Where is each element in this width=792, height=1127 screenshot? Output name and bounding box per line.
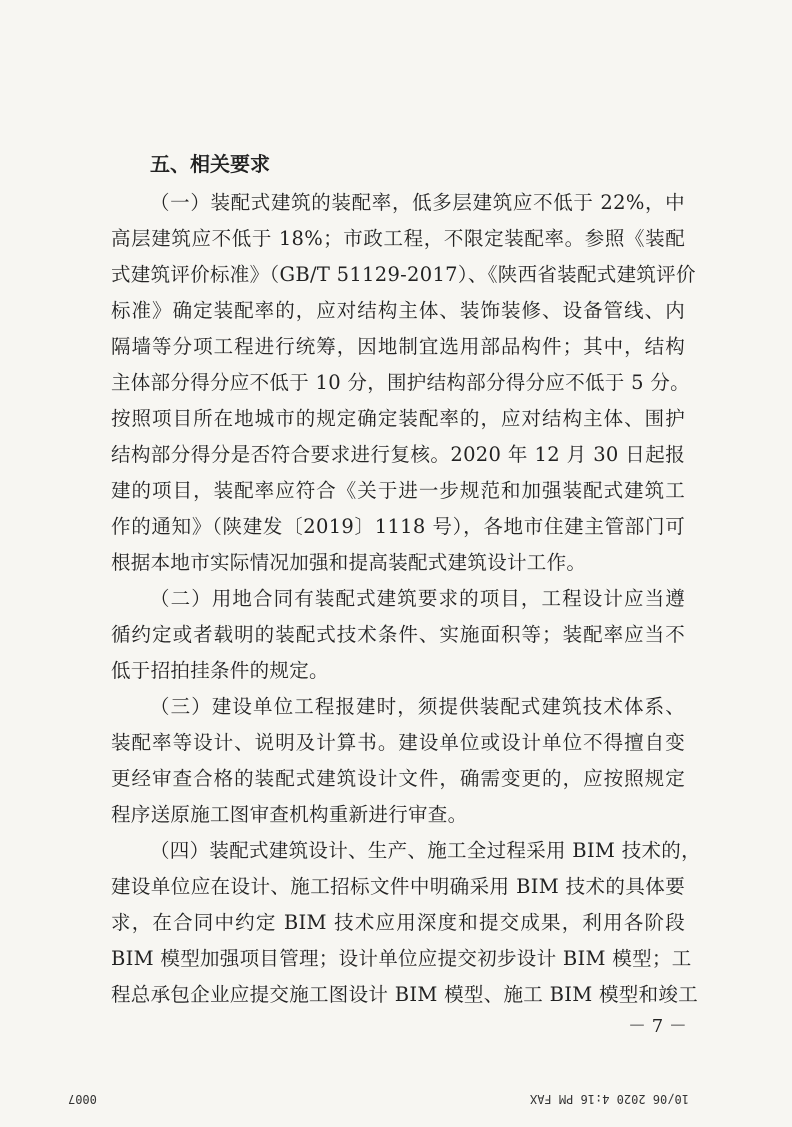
paragraph-line: 按照项目所在地城市的规定确定装配率的，应对结构主体、围护 (111, 407, 685, 430)
paragraph-line: （一）装配式建筑的装配率，低多层建筑应不低于 22%，中 (150, 191, 685, 214)
paragraph-line: 隔墙等分项工程进行统筹，因地制宜选用部品构件；其中，结构 (111, 335, 685, 358)
paragraph-line: 程序送原施工图审查机构重新进行审查。 (111, 803, 468, 826)
fax-timestamp: 10/06 2020 4:16 PM FAX (530, 1092, 689, 1106)
paragraph-line: （四）装配式建筑设计、生产、施工全过程采用 BIM 技术的， (150, 839, 701, 862)
paragraph-line: 求，在合同中约定 BIM 技术应用深度和提交成果，利用各阶段 (111, 911, 685, 934)
paragraph-line: 程总承包企业应提交施工图设计 BIM 模型、施工 BIM 模型和竣工 (111, 983, 698, 1006)
paragraph-line: 主体部分得分应不低于 10 分，围护结构部分得分应不低于 5 分。 (111, 371, 690, 394)
paragraph-line: 更经审查合格的装配式建筑设计文件，确需变更的，应按照规定 (111, 767, 685, 790)
paragraph-line: 低于招拍挂条件的规定。 (111, 659, 329, 682)
paragraph-line: 装配率等设计、说明及计算书。建设单位或设计单位不得擅自变 (111, 731, 685, 754)
paragraph-line: 高层建筑应不低于 18%；市政工程，不限定装配率。参照《装配 (111, 227, 685, 250)
page-number: － 7 － (628, 1016, 687, 1037)
paragraph-line: BIM 模型加强项目管理；设计单位应提交初步设计 BIM 模型；工 (111, 947, 692, 970)
paragraph-line: 建的项目，装配率应符合《关于进一步规范和加强装配式建筑工 (111, 479, 685, 502)
section-heading: 五、相关要求 (150, 152, 270, 176)
paragraph-line: 结构部分得分是否符合要求进行复核。2020 年 12 月 30 日起报 (111, 443, 685, 466)
paragraph-line: 循约定或者载明的装配式技术条件、实施面积等；装配率应当不 (111, 623, 685, 646)
paragraph-line: 标准》确定装配率的，应对结构主体、装饰装修、设备管线、内 (111, 299, 685, 322)
paragraph-line: 根据本地市实际情况加强和提高装配式建筑设计工作。 (111, 551, 587, 574)
paragraph-line: （三）建设单位工程报建时，须提供装配式建筑技术体系、 (150, 695, 685, 718)
fax-page-id: 0007 (68, 1092, 97, 1106)
paragraph-line: 式建筑评价标准》（GB/T 51129-2017）、《陕西省装配式建筑评价 (111, 263, 696, 286)
paragraph-line: （二）用地合同有装配式建筑要求的项目，工程设计应当遵 (150, 587, 685, 610)
paragraph-line: 作的通知》（陕建发〔2019〕1118 号），各地市住建主管部门可 (111, 515, 685, 538)
paragraph-line: 建设单位应在设计、施工招标文件中明确采用 BIM 技术的具体要 (111, 875, 685, 898)
